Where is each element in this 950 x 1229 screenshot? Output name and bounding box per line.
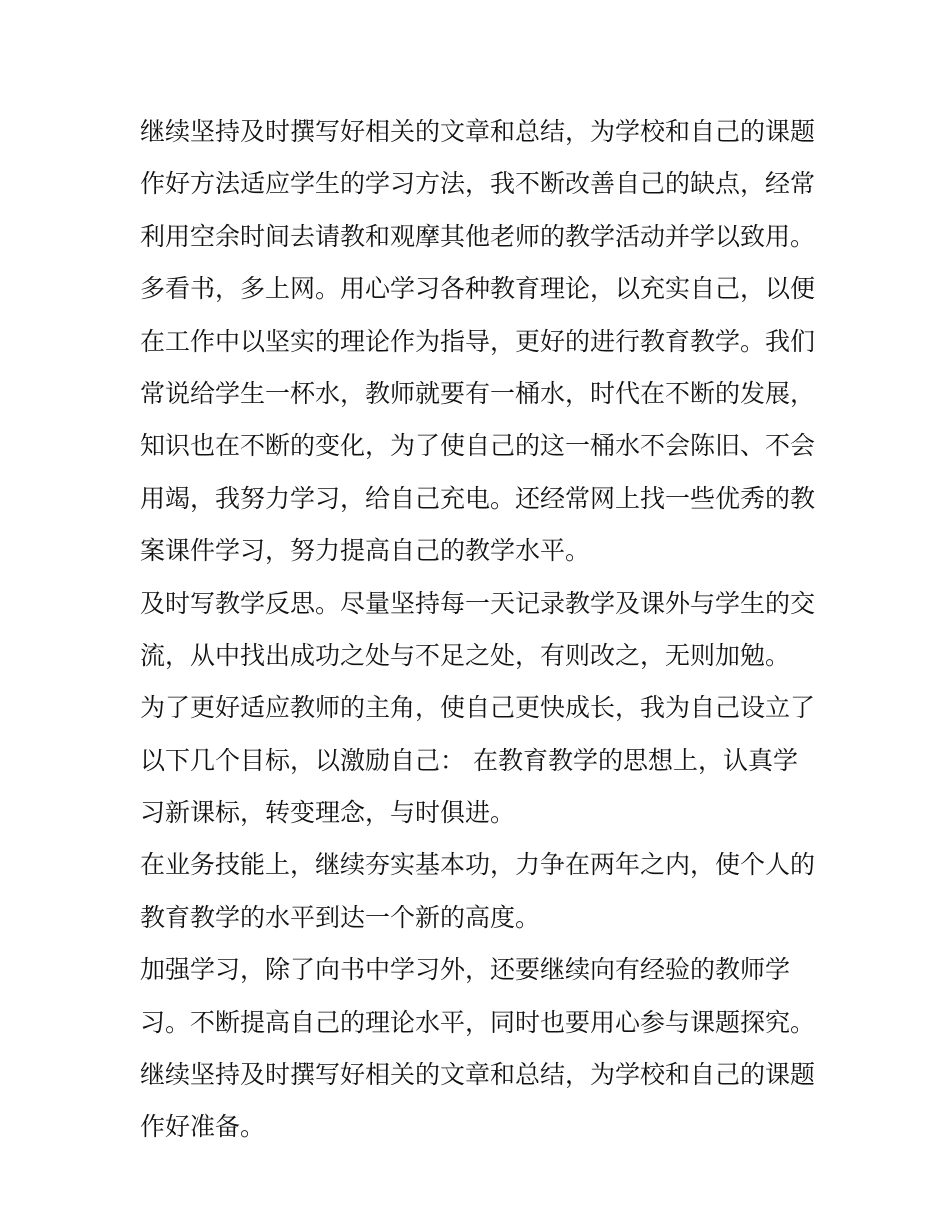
text-line: 知识也在不断的变化，为了使自己的这一桶水不会陈旧、不会 bbox=[140, 431, 816, 461]
text-line: 及时写教学反思。尽量坚持每一天记录教学及课外与学生的交 bbox=[140, 588, 816, 618]
text-line: 常说给学生一杯水，教师就要有一桶水，时代在不断的发展， bbox=[140, 378, 816, 408]
text-line: 加强学习，除了向书中学习外，还要继续向有经验的教师学 bbox=[140, 955, 791, 985]
document-body bbox=[140, 106, 815, 1154]
text-line: 以下几个目标，以激励自己： 在教育教学的思想上，认真学 bbox=[140, 745, 798, 775]
text-line: 案课件学习，努力提高自己的教学水平。 bbox=[140, 536, 591, 566]
text-line: 继续坚持及时撰写好相关的文章和总结，为学校和自己的课题 bbox=[140, 117, 816, 146]
text-line: 习新课标，转变理念，与时俱进。 bbox=[140, 798, 516, 828]
text-line: 作好准备。 bbox=[140, 1112, 266, 1142]
text-line: 用竭，我努力学习，给自己充电。还经常网上找一些优秀的教 bbox=[140, 483, 816, 513]
text-line: 作好方法适应学生的学习方法，我不断改善自己的缺点，经常 bbox=[140, 169, 816, 199]
text-line: 流，从中找出成功之处与不足之处，有则改之，无则加勉。 bbox=[140, 640, 791, 670]
text-line: 在业务技能上，继续夯实基本功，力争在两年之内，使个人的 bbox=[140, 850, 816, 880]
text-line: 利用空余时间去请教和观摩其他老师的教学活动并学以致用。 bbox=[140, 221, 816, 251]
text-line: 教育教学的水平到达一个新的高度。 bbox=[140, 902, 541, 932]
text-line: 为了更好适应教师的主角，使自己更快成长，我为自己设立了 bbox=[140, 693, 816, 723]
text-line: 习。不断提高自己的理论水平，同时也要用心参与课题探究。 bbox=[140, 1007, 816, 1037]
text-line: 继续坚持及时撰写好相关的文章和总结，为学校和自己的课题 bbox=[140, 1060, 816, 1090]
text-line: 多看书，多上网。用心学习各种教育理论，以充实自己，以便 bbox=[140, 274, 816, 304]
text-line: 在工作中以坚实的理论作为指导，更好的进行教育教学。我们 bbox=[140, 326, 816, 356]
